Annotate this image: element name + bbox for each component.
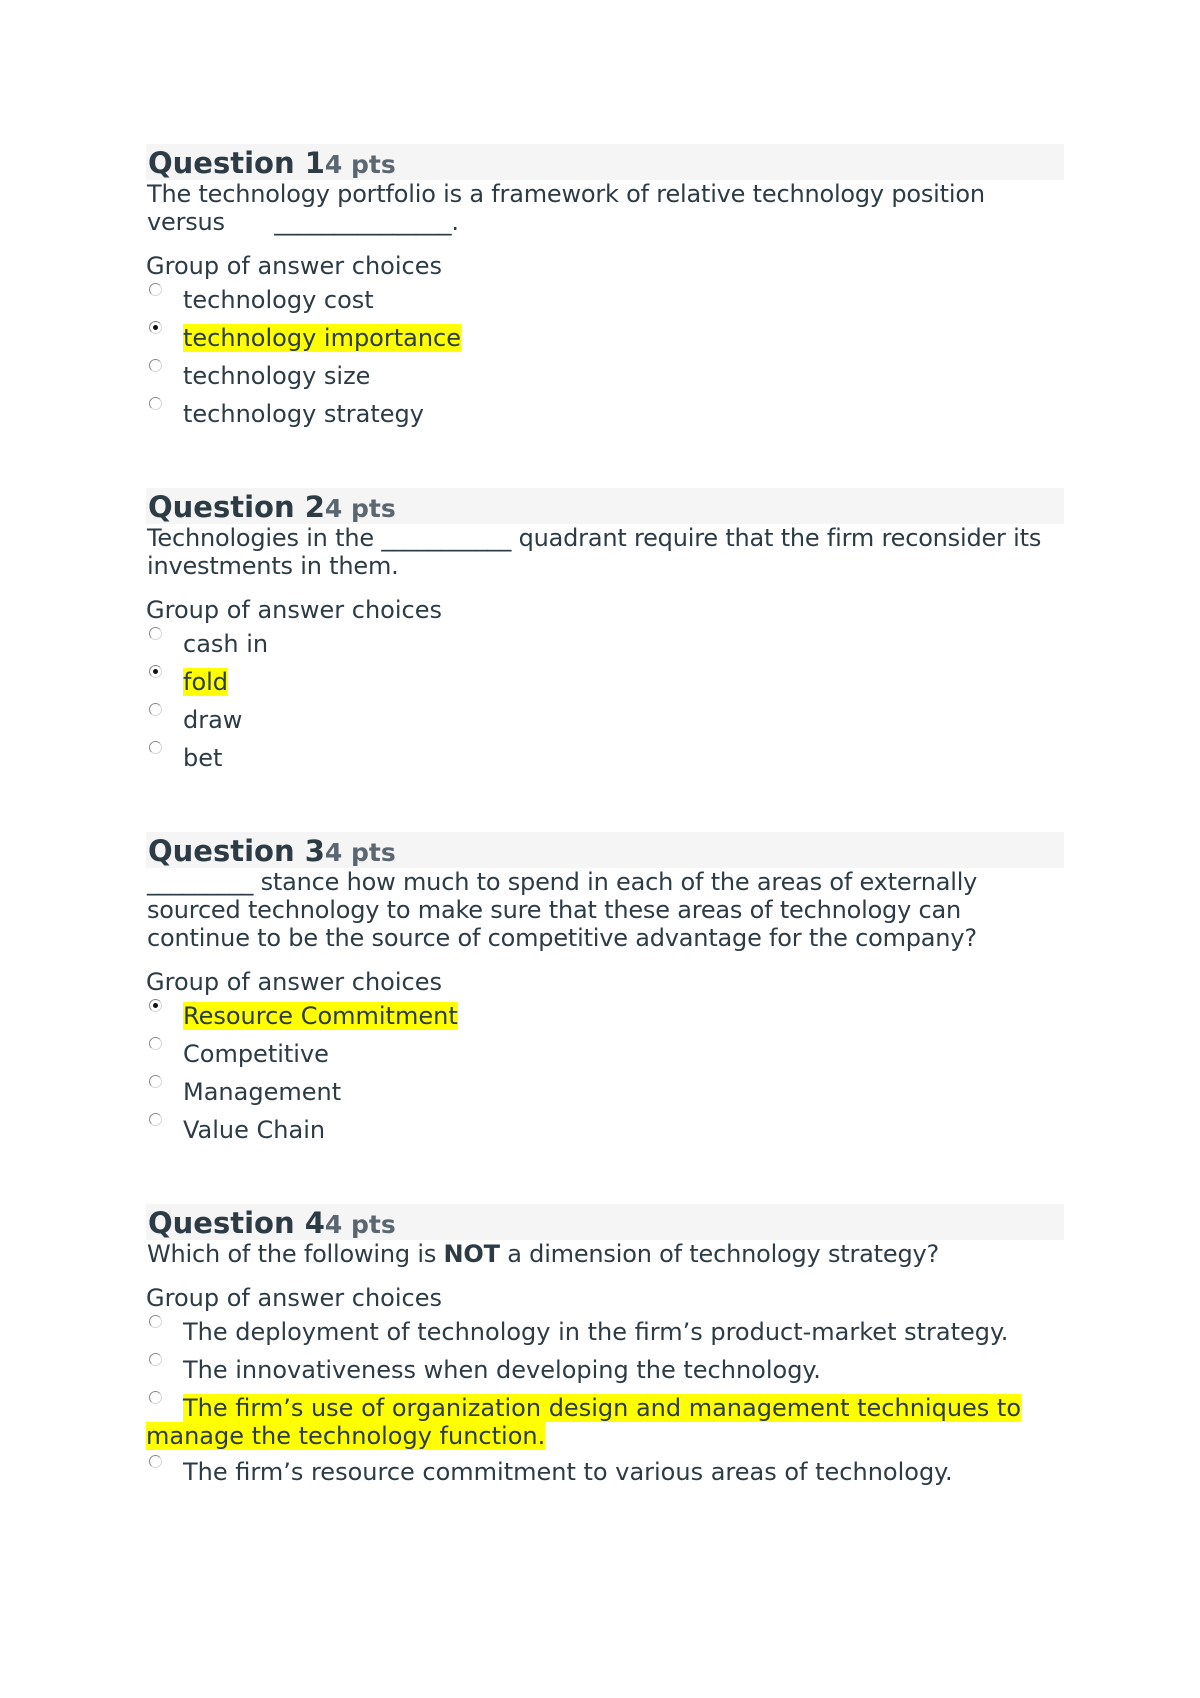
radio-unselected-icon[interactable] xyxy=(149,741,162,754)
radio-unselected-icon[interactable] xyxy=(149,1315,162,1328)
choice-label: fold xyxy=(183,668,229,696)
quiz-page xyxy=(146,144,1064,1546)
group-label: Group of answer choices xyxy=(146,1284,442,1312)
question-header xyxy=(146,144,1064,180)
question-text xyxy=(146,868,1064,952)
answer-choices xyxy=(146,1318,1064,1496)
radio-selected-icon[interactable] xyxy=(149,321,162,334)
choice-label: bet xyxy=(183,744,223,772)
radio-unselected-icon[interactable] xyxy=(149,359,162,372)
question-text-part: . xyxy=(451,208,459,236)
answer-choice[interactable] xyxy=(146,1458,1064,1496)
choice-label: Value Chain xyxy=(183,1116,326,1144)
group-label: Group of answer choices xyxy=(146,596,442,624)
radio-unselected-icon[interactable] xyxy=(149,1113,162,1126)
question-text xyxy=(146,1240,1064,1268)
radio-unselected-icon[interactable] xyxy=(149,1455,162,1468)
question-4 xyxy=(146,1204,1064,1496)
choice-label: technology strategy xyxy=(183,400,424,428)
answer-choice[interactable] xyxy=(146,1040,1064,1078)
radio-unselected-icon[interactable] xyxy=(149,1391,162,1404)
radio-selected-icon[interactable] xyxy=(149,665,162,678)
choice-label: Competitive xyxy=(183,1040,329,1068)
answer-choice[interactable] xyxy=(146,324,1064,362)
question-header xyxy=(146,832,1064,868)
choice-label: cash in xyxy=(183,630,269,658)
answer-choice[interactable] xyxy=(146,668,1064,706)
answer-choice[interactable] xyxy=(146,630,1064,668)
question-text xyxy=(146,524,1064,580)
emphasis-text: NOT xyxy=(443,1240,500,1268)
answer-choice[interactable] xyxy=(146,1002,1064,1040)
question-2 xyxy=(146,488,1064,782)
radio-unselected-icon[interactable] xyxy=(149,283,162,296)
choice-label: The firm’s resource commitment to various areas of technology. xyxy=(183,1458,953,1486)
question-title: Question 2 xyxy=(148,490,325,524)
group-label: Group of answer choices xyxy=(146,968,442,996)
question-points: 4 pts xyxy=(324,1210,396,1239)
radio-unselected-icon[interactable] xyxy=(149,1037,162,1050)
radio-unselected-icon[interactable] xyxy=(149,627,162,640)
question-title: Question 1 xyxy=(148,146,325,180)
radio-unselected-icon[interactable] xyxy=(149,1353,162,1366)
choice-label: technology importance xyxy=(183,324,462,352)
blank: ___________ xyxy=(381,524,512,552)
question-title: Question 3 xyxy=(148,834,325,868)
answer-choices xyxy=(146,286,1064,438)
radio-unselected-icon[interactable] xyxy=(149,397,162,410)
answer-choice[interactable] xyxy=(146,1116,1064,1154)
answer-choice[interactable] xyxy=(146,400,1064,438)
answer-choice[interactable] xyxy=(146,362,1064,400)
question-header xyxy=(146,1204,1064,1240)
answer-choice[interactable] xyxy=(146,1318,1064,1356)
choice-label: The deployment of technology in the firm’s product-market strategy. xyxy=(183,1318,1009,1346)
choice-label: draw xyxy=(183,706,243,734)
question-title: Question 4 xyxy=(148,1206,325,1240)
blank: _______________ xyxy=(274,208,452,236)
answer-choice[interactable] xyxy=(146,1356,1064,1394)
question-text-part: Technologies in the xyxy=(147,524,382,552)
blank: _________ xyxy=(147,868,254,896)
question-points: 4 pts xyxy=(324,838,396,867)
question-text-part: The technology portfolio is a framework of relative technology position versus xyxy=(147,180,985,236)
question-text-part: quadrant require that the firm reconsider its investments in them. xyxy=(147,524,1042,580)
answer-choices xyxy=(146,630,1064,782)
question-points: 4 pts xyxy=(324,494,396,523)
answer-choice[interactable] xyxy=(146,706,1064,744)
answer-choices xyxy=(146,1002,1064,1154)
question-points: 4 pts xyxy=(324,150,396,179)
question-1 xyxy=(146,144,1064,438)
answer-choice[interactable] xyxy=(146,286,1064,324)
question-3 xyxy=(146,832,1064,1154)
choice-label: Resource Commitment xyxy=(183,1002,458,1030)
choice-label: technology cost xyxy=(183,286,374,314)
group-label: Group of answer choices xyxy=(146,252,442,280)
question-text-part: a dimension of technology strategy? xyxy=(499,1240,940,1268)
radio-unselected-icon[interactable] xyxy=(149,1075,162,1088)
choice-label: The firm’s use of organization design and management techniques to manage the technology function. xyxy=(146,1394,1022,1450)
answer-choice[interactable] xyxy=(146,744,1064,782)
choice-label: technology size xyxy=(183,362,371,390)
radio-selected-icon[interactable] xyxy=(149,999,162,1012)
choice-label: The innovativeness when developing the technology. xyxy=(183,1356,821,1384)
answer-choice[interactable] xyxy=(146,1078,1064,1116)
question-text xyxy=(146,180,1064,236)
question-text-part: Which of the following is xyxy=(147,1240,444,1268)
question-text-part: stance how much to spend in each of the areas of externally sourced technology to make sure that these areas of technology can continue to be the source of competitive advantage for the company? xyxy=(147,868,978,952)
choice-label: Management xyxy=(183,1078,342,1106)
answer-choice[interactable] xyxy=(146,1394,1064,1450)
radio-unselected-icon[interactable] xyxy=(149,703,162,716)
question-header xyxy=(146,488,1064,524)
